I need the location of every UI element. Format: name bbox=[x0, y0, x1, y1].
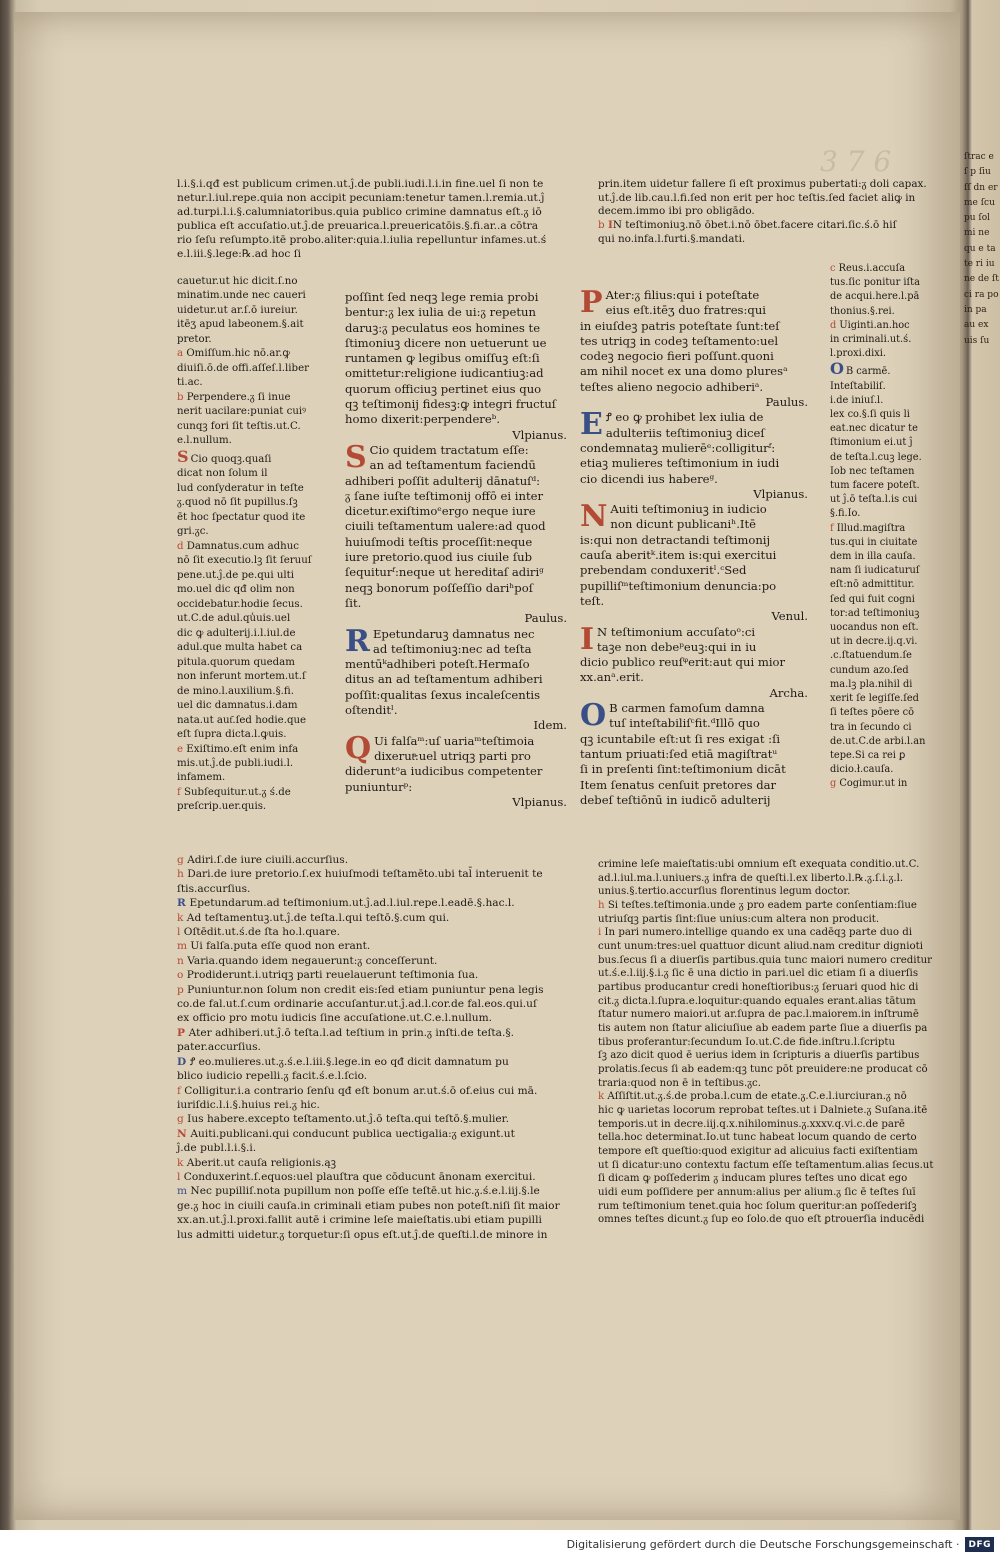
gloss-line: hic ꝙ uarietas locorum reprobat teſtes.ut i Dalniete.ᵹ Suſana.itē bbox=[598, 1105, 928, 1117]
text-line: Auiti teſtimoniuꝫ in iudicio bbox=[610, 502, 767, 517]
gloss-line: non inferunt mortem.ut.ſ bbox=[177, 671, 306, 683]
gloss-line: mis.ut.ĵ.de publi.iudi.l. bbox=[177, 757, 294, 769]
gloss-line: eſt ſupra dicta.l.ꝙuis. bbox=[177, 729, 287, 741]
text-line: adhiberi poſſit adulterij dānatuſᵈ: bbox=[345, 473, 540, 488]
gloss-line: g Ius habere.excepto teſtamento.ut.ĵ.ō teſta.qui teſtō.§.mulier. bbox=[177, 1113, 509, 1126]
rubric-mark: a bbox=[177, 348, 187, 360]
gloss-line: uidi eum poſſidere per annum:alius per alium.ᵹ ſic ē teſtes ſuī bbox=[598, 1187, 916, 1199]
gloss-line: lus admitti uidetur.ᵹ torquetur:ſi opus eſt.ut.ĵ.de queſti.l.de minore in bbox=[177, 1228, 548, 1241]
gloss-line: k Aberit.ut cauſa religionis.ąꝫ bbox=[177, 1156, 337, 1169]
gloss-line: ut.C.de adul.qu̾uis.uel bbox=[177, 613, 291, 625]
gloss-line: ſtatur numero maiori.ut ar.ſupra de pac.l.maiorem.in inſtrumē bbox=[598, 1009, 919, 1021]
gloss-line: m Nec pupilliſ.nota pupillum non poſſe eſſe teſtē.ut hic.ᵹ.ś.e.l.iij.§.le bbox=[177, 1185, 540, 1198]
text-line: am nihil nocet ex una domo pluresᵃ bbox=[580, 364, 788, 379]
gloss-line: nam ſi iudicaturuſ bbox=[830, 565, 920, 577]
text-line: dicetur.exiſtimoᵉergo neque iure bbox=[345, 504, 536, 519]
text-line: iure pretorio.quod ius ciuile ſub bbox=[345, 550, 533, 565]
text-line: bentur:ᵹ lex iulia de ui:ᵹ repetun bbox=[345, 305, 536, 320]
gloss-bottom-left bbox=[177, 853, 569, 1242]
gloss-line: P Ater adhiberi.ut.ĵ.ō teſta.l.ad teſtium in prin.ᵹ inſti.de teſta.§. bbox=[177, 1026, 515, 1039]
text-line: tes utriqꝫ in codeꝫ teſtamento:uel bbox=[580, 333, 779, 348]
gloss-line: cunt unum:tres:uel quattuor dicunt aliud.nam creditur dignioti bbox=[598, 941, 923, 953]
initial-e-blue: E bbox=[580, 407, 603, 443]
text-line: teſt. bbox=[580, 593, 605, 608]
gloss-line: netur.l.iul.repe.quia non accipit pecuniam:tenetur tamen.l.remia.ut.ĵ bbox=[177, 191, 545, 204]
gloss-line: d Damnatus.cum adhuc bbox=[177, 540, 300, 552]
gloss-line: prolatis.ſecus ſi ab eadem:qꝫ tunc pōt preuidere:ne producat cō bbox=[598, 1064, 928, 1076]
paragraph-qui-falsa bbox=[345, 730, 567, 766]
text-line: huiuſmodi teſtis proceſſit:neque bbox=[345, 534, 533, 549]
gloss-line: in criminali.ut.ś. bbox=[830, 334, 912, 346]
text-line: adulteriis teſtimoniuꝫ diceſ bbox=[605, 425, 765, 440]
rubric-mark: f bbox=[177, 786, 185, 798]
text-line: Ꝭ eo ꝙ prohibet lex iulia de bbox=[605, 410, 764, 425]
gloss-line: uocandus non eſt. bbox=[830, 622, 919, 634]
gloss-line: f Colligitur.i.a contrario ſenſu qđ eſt bonum ar.ut.ś.ō of.eius cui mā. bbox=[177, 1084, 538, 1097]
gloss-line: lex co.§.ſi quis li bbox=[830, 409, 910, 421]
gloss-line: temporis.ut in decre.iij.q.x.nihilominus.ᵹ.xxxv.q.vi.c.de parē bbox=[598, 1118, 905, 1130]
text-line: Epetundaruꝫ damnatus nec bbox=[372, 626, 535, 641]
gloss-line: dem in illa cauſa. bbox=[830, 551, 916, 563]
gloss-line: tepe.Si ca rei ꝑ bbox=[830, 749, 906, 761]
gloss-line: Inteſtabiliſ. bbox=[830, 380, 886, 392]
gloss-line: occidebatur.hodie ſecus. bbox=[177, 598, 303, 610]
gloss-line: e.l.iii.§.lege:℞.ad hoc ſi bbox=[177, 247, 302, 260]
gloss-line: O B carmē. bbox=[830, 359, 891, 379]
text-left-block-1 bbox=[345, 290, 567, 810]
text-line: mentūᵏadhiberi poteſt.Hermaſo bbox=[345, 657, 530, 672]
initial-s-red: S bbox=[345, 439, 367, 475]
gloss-line: tus.qui in ciuitate bbox=[830, 536, 918, 548]
text-line: ciuili teſtamentum ualere:ad quod bbox=[345, 519, 546, 534]
text-line: tuſ inteſtabiliſᶜfit.ᵈIllō quo bbox=[609, 716, 760, 731]
footer-bar bbox=[0, 1530, 1000, 1559]
gloss-line: tibus proferantur:ſecundum Io.ut.C.de fide.inſtru.l.ſcriptu bbox=[598, 1036, 896, 1048]
gloss-line: l.proxi.dixi. bbox=[830, 348, 887, 360]
gloss-line: tor:ad teſtimoniuꝫ bbox=[830, 607, 920, 619]
paragraph-in-testimonium bbox=[580, 621, 808, 657]
rubric-mark: b bbox=[177, 391, 187, 403]
gloss-line: h Si teſtes.teſtimonia.unde ᵹ pro eadem parte conſentiam:ſiue bbox=[598, 900, 917, 912]
text-line: qꝫ teſtimonij fidesꝫ:ꝙ integri fructuſ bbox=[345, 397, 557, 412]
gloss-line: publica eſt accuſatio.ut.ĵ.de preuarica.l.preuericatōis.§.fi.ar..a cōtra bbox=[177, 219, 539, 232]
gloss-line: ut.ś.e.l.iij.§.i.ᵹ ſic ē una dictio in pari.uel dic etiam ſi a diuerſis bbox=[598, 968, 919, 980]
gloss-line: lud conſyderatur in teſte bbox=[177, 482, 304, 494]
rubric-mark: e bbox=[177, 743, 187, 755]
gloss-line: de.ut.C.de arbi.l.an bbox=[830, 735, 926, 747]
text-line: is:qui non detractandi teſtimonij bbox=[580, 532, 771, 547]
funding-notice: Digitalisierung gefördert durch die Deutsche Forschungsgemeinschaft · bbox=[566, 1538, 960, 1551]
gloss-line: tempore eſt queſtio:quod exigitur ad alicuius facti exiſtentiam bbox=[598, 1146, 918, 1158]
gloss-line: ſtimonium ei.ut ĵ bbox=[830, 437, 913, 449]
text-line: Item ſenatus cenſuit pretores dar bbox=[580, 777, 777, 792]
gloss-line: diuiſi.ō.de offi.aſſeſ.l.liber bbox=[177, 362, 309, 374]
gloss-right-column bbox=[830, 262, 958, 792]
gloss-line: preſcrip.uer.quis. bbox=[177, 801, 267, 813]
text-line: teſtes alieno negocio adhiberiᵃ. bbox=[580, 379, 764, 394]
gloss-line: partibus producantur credi honeſtioribus:ᵹ ſeruari quod hic di bbox=[598, 982, 919, 994]
text-line: ᵹ ſane iuſte teſtimonij offō ei inter bbox=[345, 488, 544, 503]
text-line: taꝫe non debeᵖeuꝫ:qui in iu bbox=[597, 639, 757, 654]
rubric-mark: d bbox=[177, 540, 187, 552]
text-line: prebendam conduxeritˡ.ᶜSed bbox=[580, 563, 747, 578]
text-line: codeꝫ negocio fieri poſſunt.quoni bbox=[580, 349, 774, 364]
gloss-line: prin.item uidetur fallere ſi eſt proximus pubertati:ᵹ doli capax. bbox=[598, 178, 927, 190]
gloss-line: p Puniuntur.non ſolum non credit eis:ſed etiam puniuntur pena legis bbox=[177, 983, 544, 996]
text-line: debeſ teſtiōnū in iudicō adulterij bbox=[580, 792, 771, 807]
gloss-line: ſed qui fuit cogni bbox=[830, 593, 915, 605]
gloss-line: ma.lꝫ pla.nihil di bbox=[830, 678, 913, 690]
gloss-line: decem.immo ibi pro obligādo. bbox=[598, 205, 755, 218]
initial-r-blue: R bbox=[345, 623, 370, 659]
text-line: etiaꝫ mulieres teſtimonium in iudi bbox=[580, 456, 780, 471]
paragraph-ob-carmen bbox=[580, 698, 808, 734]
gloss-line: b Perpendere.ᵹ ſi inue bbox=[177, 391, 291, 403]
text-line: poſſit:qualitas ſexus incaleſcentis bbox=[345, 687, 541, 702]
gloss-line: gri.ᵹc. bbox=[177, 526, 209, 538]
heading-paulus-r: Paulus. bbox=[765, 395, 808, 410]
text-line: puniunturᵖ: bbox=[345, 779, 413, 794]
gloss-line: ut ĵ.ō teſta.l.is cui bbox=[830, 494, 918, 506]
paragraph-scio bbox=[345, 439, 567, 489]
gloss-line: pretor. bbox=[177, 333, 212, 345]
heading-ulpianus: Vlpianus. bbox=[512, 427, 567, 442]
gloss-line: Iob nec teſtamen bbox=[830, 465, 915, 477]
gloss-line: xx.an.ut.ĵ.l.proxi.fallit autē i crimine leſe maieſtatis.ubi etiam pupilli bbox=[177, 1214, 542, 1227]
gloss-line: iuriſdic.l.i.§.huius rei.ᵹ hic. bbox=[177, 1098, 320, 1111]
gloss-line: ſtis.accurſius. bbox=[177, 882, 251, 895]
initial-n-red: N bbox=[580, 499, 608, 535]
paragraph-nauiti bbox=[580, 499, 808, 535]
gloss-line: ti.ac. bbox=[177, 377, 203, 389]
text-line: xx.anᵃ.erit. bbox=[580, 670, 644, 685]
text-line: non dicunt publicaniʰ.Itē bbox=[610, 517, 757, 532]
gloss-line: pene.ut.ĵ.de pe.qui ulti bbox=[177, 569, 294, 581]
gloss-line: de acqui.here.l.pā bbox=[830, 291, 920, 303]
initial-p-red: P bbox=[580, 285, 603, 320]
gloss-left-column bbox=[177, 275, 327, 815]
gloss-line: eſt:nō admittitur. bbox=[830, 579, 915, 591]
text-line: cio dicendi ius habereᵍ. bbox=[580, 471, 718, 486]
text-line: ſi in preſenti ſint:teſtimonium dicāt bbox=[580, 762, 786, 777]
facing-page-strip: ſtrac e ſ p ſiu ſſ dn er me ſcu pu ſol mi ne qu e ta te ri iu ne de ſt ci ra po in pa au ex uis ſu bbox=[964, 152, 999, 346]
gloss-line: ad.turpi.l.i.§.calumniatoribus.quia publico crimine damnatus eſt.ᵹ iō bbox=[177, 205, 542, 218]
gloss-line: thonius.§.rei. bbox=[830, 305, 895, 317]
gloss-line: §.fi.Io. bbox=[830, 508, 861, 520]
gloss-line: itēʒ apud labeonem.§.ait bbox=[177, 319, 304, 331]
heading-idem: Idem. bbox=[533, 718, 567, 733]
text-line: quorum officiuꝫ pertinet eius quo bbox=[345, 381, 542, 396]
heading-ulpianus-2: Vlpianus. bbox=[512, 794, 567, 809]
gloss-line: a Omiſſum.hic nō.ar.ꝙ bbox=[177, 348, 290, 360]
gloss-line: uel dic damnatus.i.dam bbox=[177, 700, 298, 712]
gloss-line: utriuſqꝫ partis ſint:ſiue unius:cum altera non producit. bbox=[598, 913, 880, 925]
gloss-line: k Aſſiſtit.ut.ᵹ.ś.de proba.l.cum de etate.ᵹ.C.e.l.iurciuran.ᵹ nō bbox=[598, 1091, 907, 1103]
gloss-top-right bbox=[598, 178, 933, 247]
gloss-line: infamem. bbox=[177, 772, 226, 784]
gloss-line: co.de fal.ut.ſ.cum ordinarie accuſantur.ut.ĵ.ad.l.cor.de fal.eos.qui.uſ bbox=[177, 998, 537, 1011]
text-line: ſtimoniuꝫ dicere non uetuerunt ue bbox=[345, 335, 547, 350]
gloss-line: m Ui falſa.puta eſſe quod non erant. bbox=[177, 940, 371, 953]
gloss-line: N Auiti.publicani.qui conducunt publica uectigalia:ᵹ exigunt.ut bbox=[177, 1127, 515, 1140]
gloss-line: e.l.nullum. bbox=[177, 435, 232, 447]
gloss-line: minatim.unde nec caueri bbox=[177, 290, 306, 302]
text-line: Ui falſaᵐ:uſ uariaᵐteſtimoia bbox=[374, 733, 535, 748]
gloss-line: S Cio quoqꝫ.quaſi bbox=[177, 446, 272, 466]
text-line: B carmen famoſum damna bbox=[609, 701, 765, 716]
gloss-line: g Adiri.ſ.de iure ciuili.accurſius. bbox=[177, 854, 349, 866]
gloss-line: f Subſequitur.ut.ᵹ ś.de bbox=[177, 786, 291, 798]
gloss-line: ut.ĵ.de lib.cau.l.fi.ſed non erit per hoc teſtis.ſed faciet aliꝙ in bbox=[598, 191, 916, 204]
gloss-line: tra in ſecundo ci bbox=[830, 721, 912, 733]
initial-s: S bbox=[177, 446, 189, 466]
gloss-line: l Oſtēdit.ut.ś.de ſta ho.l.quare. bbox=[177, 926, 340, 939]
text-line: tantum priuati:ſed etiā magiſtratᵘ bbox=[580, 746, 777, 761]
gloss-line: g Cogimur.ut in bbox=[830, 778, 908, 790]
text-line: ſequiturᶠ:neque ut hereditaſ adiriᵍ bbox=[345, 565, 544, 580]
gloss-line: dic ꝙ adulterij.i.l.iul.de bbox=[177, 627, 296, 639]
gloss-line: ᵹ.quod nō ſit pupillus.ſꝫ bbox=[177, 497, 298, 509]
gloss-line: dicat non ſolum il bbox=[177, 468, 268, 480]
gloss-line: adul.que multa habet ca bbox=[177, 642, 303, 654]
gloss-line: blico iudicio repelli.ᵹ facit.ś.e.l.ſcio. bbox=[177, 1070, 368, 1083]
text-line: dicio publico reuſᵠerit:aut qui mior bbox=[580, 655, 786, 670]
text-line: daruꝫ:ᵹ peculatus eos homines te bbox=[345, 320, 541, 335]
gloss-line: ut ſi dicatur:uno contextu factum eſſe teſtamentum.alias ſecus.ut bbox=[598, 1159, 934, 1171]
initial-o-blue: O bbox=[580, 698, 607, 734]
gloss-line: i In pari numero.intellige quando ex una cadēqꝫ parte duo di bbox=[598, 927, 913, 939]
text-line: neqꝫ bonorum poſſeſſio dariʰpoſ bbox=[345, 580, 533, 595]
gloss-line: d Uiginti.an.hoc bbox=[830, 319, 910, 331]
gloss-line: eat.nec dicatur te bbox=[830, 423, 918, 435]
gloss-line: .c.ſtatuendum.ſe bbox=[830, 650, 912, 662]
gloss-line: bus.ſecus ſi a diuerſis partibus.quia tunc maiori numero creditur bbox=[598, 954, 933, 966]
text-line: homo dixerit:perpendereᵇ. bbox=[345, 412, 501, 427]
text-line: poſſint ſed neqꝫ lege remia probi bbox=[345, 290, 539, 304]
gloss-line: ſi dicam ꝙ poſſederim ᵹ inducam plures teſtes uno dicat ego bbox=[598, 1173, 908, 1185]
gloss-line: ut in decre.ij.q.vi. bbox=[830, 636, 918, 648]
text-line: qꝫ icuntabile eſt:ut ſi res exigat :ſi bbox=[580, 731, 781, 746]
gloss-line: h Dari.de iure pretorio.ſ.ex huiuſmodi teſtamēto.ubi tal̄ interuenit te bbox=[177, 868, 543, 881]
gloss-line: de mino.l.auxilium.§.fi. bbox=[177, 685, 294, 697]
heading-venul: Venul. bbox=[771, 609, 808, 624]
gloss-line: cunqꝫ fori ſit teſtis.ut.C. bbox=[177, 420, 301, 432]
initial-i-red: I bbox=[580, 621, 595, 657]
text-line: ditus an ad teſtamentum adhiberi bbox=[345, 672, 543, 687]
gloss-line: ge.ᵹ hoc in ciuili cauſa.in criminali etiam pubes non poteſt.niſi ſit maior bbox=[177, 1199, 560, 1212]
gloss-line: ad.l.iul.ma.l.uniuers.ᵹ infra de queſti.l.ex liberto.l.℞.ᵹ.ſ.i.ᵹ.l. bbox=[598, 872, 904, 884]
gloss-line: nerit uacilare:puniat cuiꝰ bbox=[177, 406, 307, 418]
text-line: dixerutͣ:uel utriqꝫ parti pro bbox=[374, 748, 531, 763]
gloss-line: ſi teſtes pōere cō bbox=[830, 707, 915, 719]
gloss-line: xerit ſe legiſſe.ſed bbox=[830, 693, 919, 705]
text-line: eius eſt.itēʒ duo fratres:qui bbox=[605, 303, 767, 318]
gloss-line: omnes teſtes dicunt.ᵹ ſup eo ſolo.de quo eſt ꝑtrouerſia inducēdi bbox=[598, 1214, 925, 1226]
paragraph-ex-eo bbox=[580, 407, 808, 443]
text-line: Cio quidem tractatum eſſe: bbox=[369, 442, 529, 457]
gloss-bottom-right bbox=[598, 858, 948, 1227]
text-line: condemnataꝫ mulierēᵉ:colligiturᶠ: bbox=[580, 440, 776, 455]
text-line: Ater:ᵹ filius:qui i poteſtate bbox=[605, 288, 760, 302]
paragraph-repetundarum bbox=[345, 623, 567, 659]
gloss-line: k Ad teſtamentuꝫ.ut.ĵ.de teſta.l.qui teſtō.§.cum qui. bbox=[177, 911, 450, 924]
gloss-line: qui no.infa.l.furti.§.mandati. bbox=[598, 232, 746, 245]
gloss-line: traria:quod non ē in teſtibus.ᵹc. bbox=[598, 1077, 762, 1089]
gloss-line: l Conduxerint.ſ.equos:uel plauſtra que cōducunt ānonam exercitui. bbox=[177, 1170, 536, 1183]
gloss-line: D Ꝭ eo.mulieres.ut.ᵹ.ś.e.l.iii.§.lege.in eo qđ dicit damnatum pu bbox=[177, 1055, 509, 1068]
text-line: ſit. bbox=[345, 595, 362, 610]
gloss-line: pitula.quorum quedam bbox=[177, 656, 295, 668]
text-line: in eiuſdeꝫ patris poteſtate ſunt:teſ bbox=[580, 318, 780, 333]
gloss-line: tis autem non ſtatur aliciuſiue ab eadem parte ſiue a diuerſis pa bbox=[598, 1023, 928, 1035]
gloss-line: pater.accurſius. bbox=[177, 1041, 261, 1054]
gloss-line: rio ſeſu reſumpto.itē probo.aliter:quia.l.iulia repelluntur infames.ut.ś bbox=[177, 233, 547, 246]
gloss-line: ſꝫ azo dicit quod ē uerius idem in ſcripturis a diuerſis partibus bbox=[598, 1050, 920, 1062]
text-line: dideruntᵒa iudicibus competenter bbox=[345, 764, 543, 779]
text-line: omittetur:religione iudicantiuꝫ:ad bbox=[345, 366, 544, 381]
gloss-line: R Epetundarum.ad teſtimonium.ut.ĵ.ad.l.iul.repe.l.eadē.§.hac.l. bbox=[177, 897, 515, 910]
text-line: cauſa aberitᵏ.item is:qui exercitui bbox=[580, 548, 777, 563]
gloss-line: tus.ſic ponitur iſta bbox=[830, 277, 920, 289]
gloss-line: cauetur.ut hic dicit.ſ.no bbox=[177, 276, 298, 287]
text-line: oſtenditˡ. bbox=[345, 703, 398, 718]
folio-number: 3 7 6 bbox=[820, 145, 892, 178]
heading-ulpianus-r: Vlpianus. bbox=[753, 486, 808, 501]
text-line: runtamen ꝙ legibus omiſſuꝫ eſt:ſi bbox=[345, 351, 540, 366]
gloss-line: ēt hoc ſpectatur quod ite bbox=[177, 511, 306, 523]
gloss-line: tella.hoc determinat.Io.ut tunc habeat locum quando de certo bbox=[598, 1132, 917, 1144]
gloss-line: l.i.§.i.qđ est publicum crimen.ut.ĵ.de publi.iudi.l.i.in fine.uel ſi non te bbox=[177, 178, 544, 190]
gloss-line: de teſta.l.cuꝫ lege. bbox=[830, 451, 922, 463]
gloss-line: dicio.ł.cauſa. bbox=[830, 764, 894, 776]
gloss-line: uidetur.ut ar.ſ.ō iureiur. bbox=[177, 304, 298, 316]
gloss-line: n Varia.quando idem negauerunt:ᵹ conceſſerunt. bbox=[177, 954, 438, 967]
heading-archa: Archa. bbox=[769, 685, 808, 700]
text-right-block bbox=[580, 285, 808, 808]
gloss-line: b IN teſtimoniuꝫ.nō ōbet.i.nō ōbet.facere citari.ſic.ś.ō hiſ bbox=[598, 219, 897, 232]
gloss-line: cit.ᵹ dicta.l.ſupra.e.loquitur:quando equales erant.alias tātum bbox=[598, 995, 916, 1007]
text-line: an ad teſtamentum faciendū bbox=[369, 458, 536, 473]
heading-paulus: Paulus. bbox=[524, 611, 567, 626]
gloss-line: f Illud.magiſtra bbox=[830, 522, 906, 534]
gloss-line: nō ſit executio.lꝫ ſit ſeruuſ bbox=[177, 555, 312, 567]
gloss-line: i.de iniuſ.l. bbox=[830, 394, 884, 406]
gloss-line: ex officio pro motu iudicis ſine accuſatione.ut.C.e.l.nullum. bbox=[177, 1012, 493, 1025]
gloss-line: unius.§.tertio.accurſius florentinus legum doctor. bbox=[598, 886, 851, 898]
gloss-line: mo.uel dic qđ olim non bbox=[177, 584, 295, 596]
text-line: ad teſtimoniuꝫ:nec ad teſta bbox=[372, 641, 532, 656]
gloss-line: ĵ.de publ.l.i.§.i. bbox=[177, 1142, 257, 1155]
gloss-line: nata.ut aut͂.ſed hodie.que bbox=[177, 714, 307, 726]
gloss-line: tum facere poteſt. bbox=[830, 480, 920, 492]
paragraph-pater bbox=[580, 285, 808, 320]
text-line: N teſtimonium accuſatoᵒ:ci bbox=[597, 624, 756, 639]
dfg-logo-icon: DFG bbox=[965, 1537, 994, 1552]
gloss-line: rum teſtimonium tenet.quia hoc ſolum queritur:an poſſederiſꝫ bbox=[598, 1200, 917, 1212]
gloss-line: e Exiſtimo.eſt enim infa bbox=[177, 743, 299, 755]
text-line: pupilliſᵐteſtimonium denuncia:po bbox=[580, 578, 777, 593]
gloss-top-left bbox=[177, 178, 567, 262]
gloss-line: c Reus.i.accuſa bbox=[830, 263, 906, 274]
gloss-line: crimine leſe maieſtatis:ubi omnium eſt exequata conditio.ut.C. bbox=[598, 859, 920, 870]
gloss-line: cundum azo.ſed bbox=[830, 664, 909, 676]
initial-q-red: Q bbox=[345, 730, 372, 766]
gloss-line: o Prodiderunt.i.utriqꝫ parti reuelauerunt teſtimonia ſua. bbox=[177, 969, 479, 982]
